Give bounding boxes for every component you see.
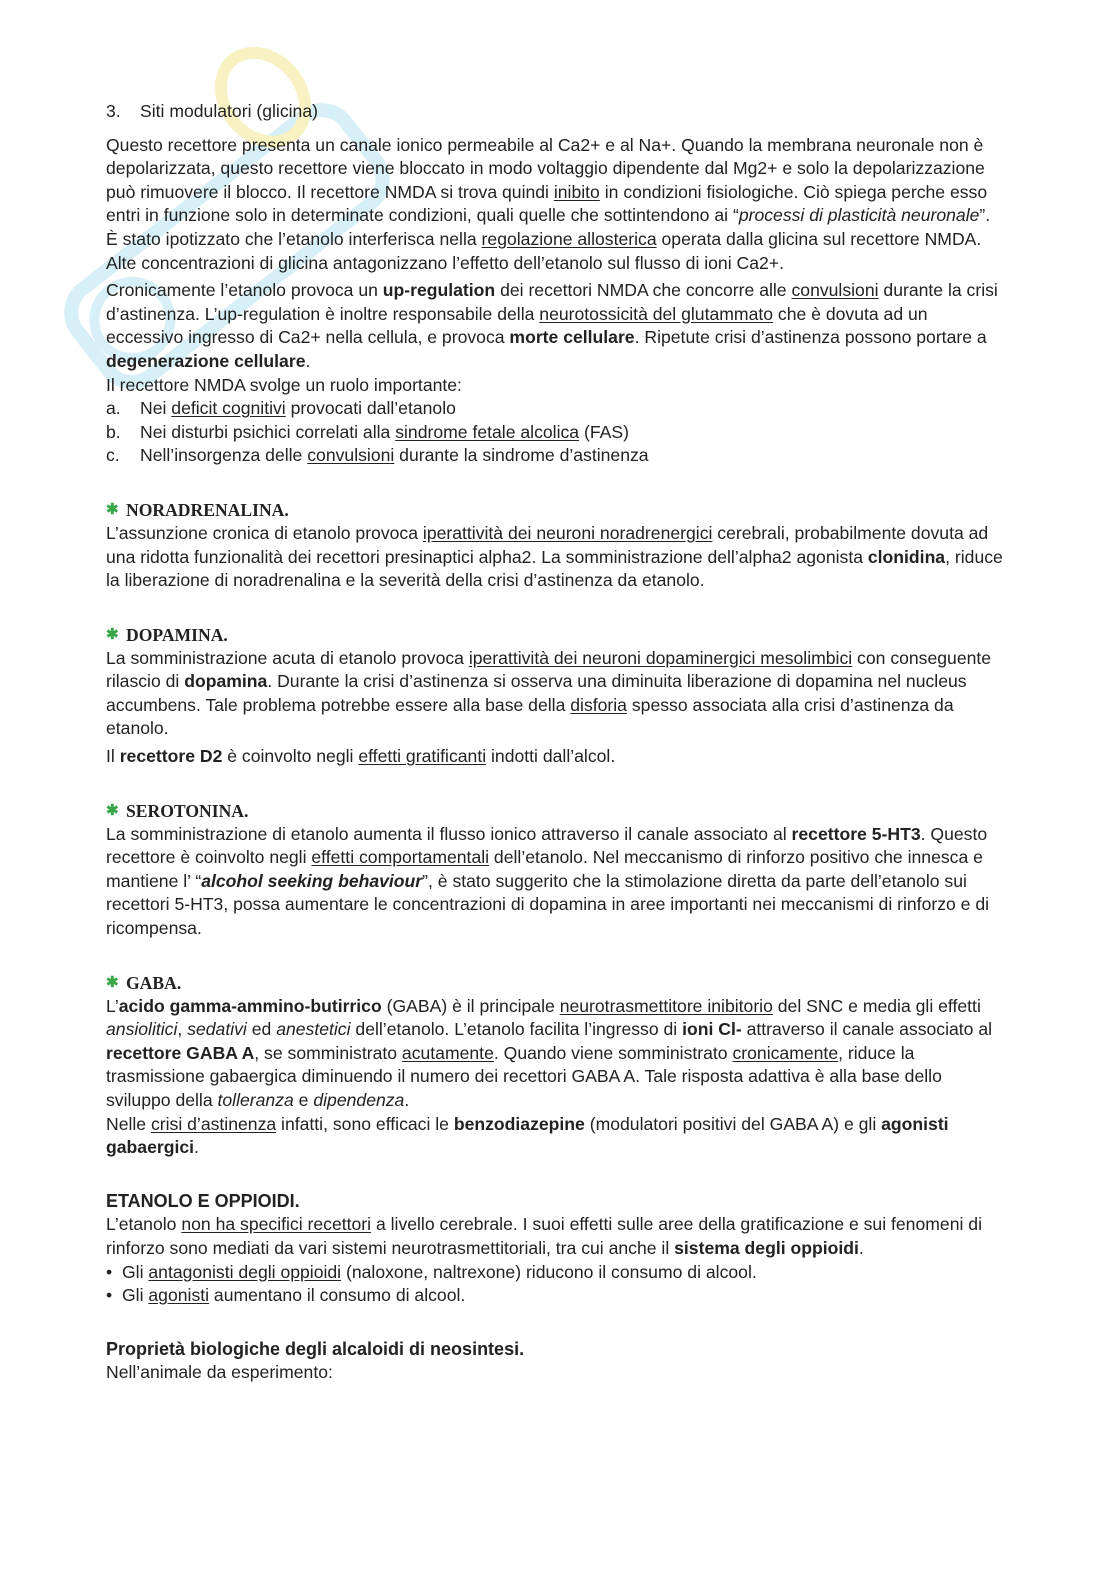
paragraph: Cronicamente l’etanolo provoca un up-regulation dei recettori NMDA che concorre alle convulsioni durante la crisi d’astinenza. L’up-regulation è inoltre responsabile della neurotossicità del glutammato che è dovuta ad un eccessivo ingresso di Ca2+ nella cellula, e provoca morte cellulare. Ripetute crisi d’astinenza possono portare a degenerazione cellulare.: [106, 280, 998, 371]
section-heading: ✱ DOPAMINA.: [106, 624, 228, 645]
section-heading: ✱ SEROTONINA.: [106, 800, 249, 821]
star-icon: ✱: [106, 802, 119, 819]
section-heading: ETANOLO E OPPIOIDI.: [106, 1190, 300, 1211]
paragraph: L’acido gamma-ammino-butirrico (GABA) è il principale neurotrasmettitore inibitorio del SNC e media gli effetti ansiolitici, sedativi ed anestetici dell’etanolo. L’etanolo facilita l’ingresso di ioni Cl- attraverso il canale associato al recettore GABA A, se somministrato acutamente. Quando viene somministrato cronicamente, riduce la trasmissione gabaergica diminuendo il numero dei recettori GABA A. Tale risposta adattiva è alla base dello sviluppo della tolleranza e dipendenza.: [106, 995, 993, 1110]
list-text: Siti modulatori (glicina): [140, 101, 318, 121]
paragraph: Nell’animale da esperimento:: [106, 1362, 333, 1383]
bullet-item: • Gli antagonisti degli oppioidi (naloxone, naltrexone) riducono il consumo di alcool.: [106, 1261, 757, 1282]
paragraph: Il recettore NMDA svolge un ruolo importante:: [106, 374, 462, 395]
paragraph: Questo recettore presenta un canale ionico permeabile al Ca2+ e al Na+. Quando la membrana neuronale non è depolarizzata, questo recettore viene bloccato in modo voltaggio dipendente dal Mg2+ e solo la depolarizzazione può rimuovere il blocco. Il recettore NMDA si trova quindi inibito in condizioni fisiologiche. Ciò spiega perche esso entri in funzione solo in determinate condizioni, quali quelle che sottintendono ai “processi di plasticità neuronale”.: [106, 134, 991, 226]
bullet-item: • Gli agonisti aumentano il consumo di alcool.: [106, 1285, 466, 1306]
list-item: a. Nei deficit cognitivi provocati dall’etanolo: [106, 398, 456, 419]
paragraph: Il recettore D2 è coinvolto negli effetti gratificanti indotti dall’alcol.: [106, 746, 616, 767]
paragraph: La somministrazione di etanolo aumenta il flusso ionico attraverso il canale associato al recettore 5-HT3. Questo recettore è coinvolto negli effetti comportamentali dell’etanolo. Nel meccanismo di rinforzo positivo che innesca e mantiene l’ “alcohol seeking behaviour”, è stato suggerito che la stimolazione diretta da parte dell’etanolo sui recettori 5-HT3, possa aumentare le concentrazioni di dopamina in aree importanti nei meccanismi di rinforzo e di ricompensa.: [106, 823, 990, 939]
paragraph: L’etanolo non ha specifici recettori a livello cerebrale. I suoi effetti sulle aree della gratificazione e sui fenomeni di rinforzo sono mediati da vari sistemi neurotrasmettitoriali, tra cui anche il sistema degli oppioidi.: [106, 1214, 982, 1258]
document-page: [106, 100, 1006, 1385]
list-item: [106, 100, 1006, 124]
section-heading: Proprietà biologiche degli alcaloidi di neosintesi.: [106, 1338, 525, 1359]
list-marker: 3.: [106, 101, 121, 121]
paragraph: È stato ipotizzato che l’etanolo interferisca nella regolazione allosterica operata dalla glicina sul recettore NMDA. Alte concentrazioni di glicina antagonizzano l’effetto dell’etanolo sul flusso di ioni Ca2+.: [106, 228, 982, 273]
list-item: b. Nei disturbi psichici correlati alla sindrome fetale alcolica (FAS): [106, 421, 629, 442]
section-heading: ✱ GABA.: [106, 972, 182, 993]
section-heading: ✱ NORADRENALINA.: [106, 499, 289, 520]
list-item: c. Nell’insorgenza delle convulsioni durante la sindrome d’astinenza: [106, 445, 649, 466]
star-icon: ✱: [106, 974, 119, 991]
paragraph: La somministrazione acuta di etanolo provoca iperattività dei neuroni dopaminergici mesolimbici con conseguente rilascio di dopamina. Durante la crisi d’astinenza si osserva una diminuita liberazione di dopamina nel nucleus accumbens. Tale problema potrebbe essere alla base della disforia spesso associata alla crisi d’astinenza da etanolo.: [106, 647, 992, 739]
star-icon: ✱: [106, 626, 119, 643]
star-icon: ✱: [106, 501, 119, 518]
paragraph: L’assunzione cronica di etanolo provoca iperattività dei neuroni noradrenergici cerebrali, probabilmente dovuta ad una ridotta funzionalità dei recettori presinaptici alpha2. La somministrazione dell’alpha2 agonista clonidina, riduce la liberazione di noradrenalina e la severità della crisi d’astinenza da etanolo.: [106, 522, 1003, 591]
paragraph: Nelle crisi d’astinenza infatti, sono efficaci le benzodiazepine (modulatori positivi del GABA A) e gli agonisti gabaergici.: [106, 1113, 949, 1158]
